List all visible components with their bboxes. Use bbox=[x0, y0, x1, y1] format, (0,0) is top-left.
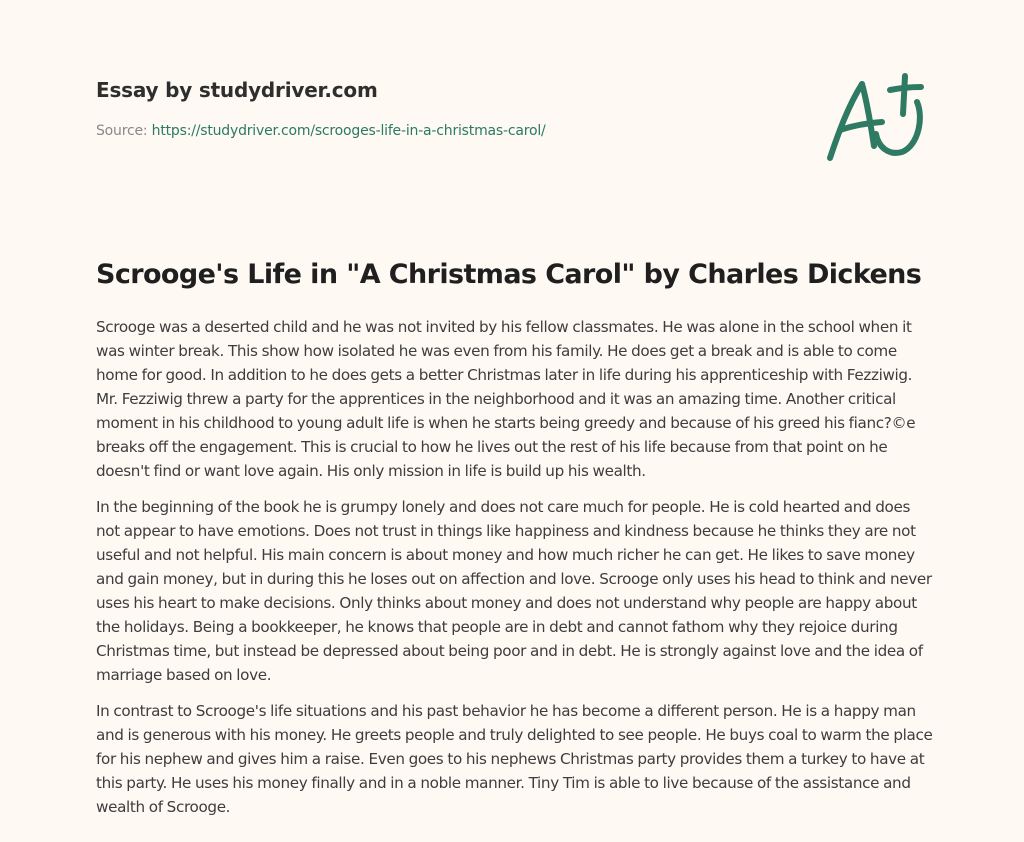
brand-heading: Essay by studydriver.com bbox=[96, 78, 378, 102]
source-link[interactable]: https://studydriver.com/scrooges-life-in-a-christmas-carol/ bbox=[151, 123, 546, 139]
source-label: Source: bbox=[96, 123, 152, 139]
essay-body bbox=[96, 315, 936, 831]
a-plus-grade-icon bbox=[822, 68, 928, 164]
essay-header bbox=[96, 76, 936, 141]
essay-paragraph: Scrooge was a deserted child and he was not invited by his fellow classmates. He was alone in the school when it was winter break. This show how isolated he was even from his family. He does get a break and is able to come home for good. In addition to he does gets a better Christmas later in life during his apprenticeship with Fezziwig. Mr. Fezziwig threw a party for the apprentices in the neighborhood and it was an amazing time. Another critical moment in his childhood to young adult life is when he starts being greedy and because of his greed his fianc?©e breaks off the engagement. This is crucial to how he lives out the rest of his life because from that point on he doesn't find or want love again. His only mission in life is build up his wealth. bbox=[96, 318, 916, 480]
essay-paragraph: In contrast to Scrooge's life situations and his past behavior he has become a different person. He is a happy man and is generous with his money. He greets people and truly delighted to see people. He buys coal to warm the place for his nephew and gives him a raise. Even goes to his nephews Christmas party provides them a turkey to have at this party. He uses his money finally and in a noble manner. Tiny Tim is able to live because of the assistance and wealth of Scrooge. bbox=[96, 702, 933, 816]
essay-paragraph: In the beginning of the book he is grumpy lonely and does not care much for people. He is cold hearted and does not appear to have emotions. Does not trust in things like happiness and kindness because he thinks they are not useful and not helpful. His main concern is about money and how much richer he can get. He likes to save money and gain money, but in during this he loses out on affection and love. Scrooge only uses his head to think and never uses his heart to make decisions. Only thinks about money and does not understand why people are happy about the holidays. Being a bookkeeper, he knows that people are in debt and cannot fathom why they rejoice during Christmas time, but instead be depressed about being poor and in debt. He is strongly against love and the idea of marriage based on love. bbox=[96, 498, 932, 684]
essay-title: Scrooge's Life in "A Christmas Carol" by Charles Dickens bbox=[96, 259, 922, 290]
source-line bbox=[96, 121, 936, 141]
